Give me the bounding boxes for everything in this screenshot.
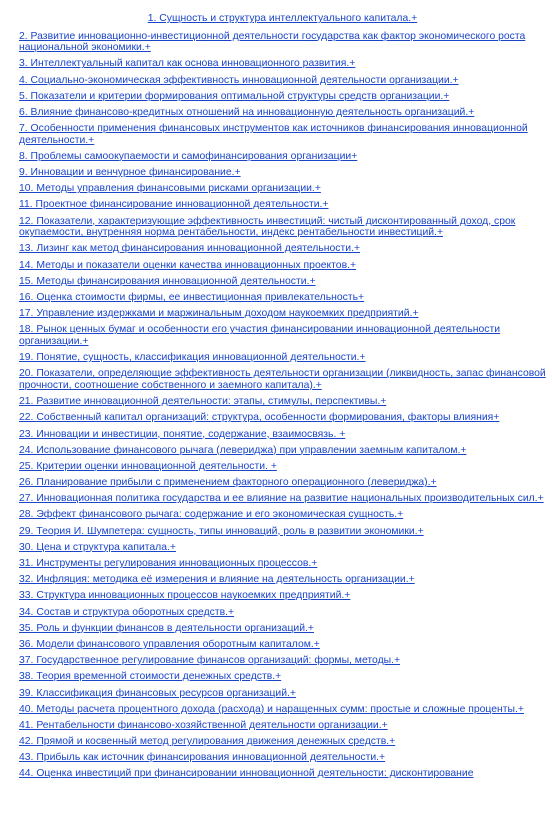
toc-link-16[interactable]: 16. Оценка стоимости фирмы, ее инвестиционная привлекательность+ (19, 292, 365, 303)
toc-link-25[interactable]: 25. Критерии оценки инновационной деятельности. + (19, 460, 277, 472)
toc-link-11[interactable]: 11. Проектное финансирование инновационной деятельности.+ (19, 199, 329, 211)
toc-link-19[interactable]: 19. Понятие, сущность, классификация инновационной деятельности.+ (19, 352, 366, 364)
toc-link-5[interactable]: 5. Показатели и критерии формирования оптимальной структуры средств организации.+ (19, 90, 450, 102)
toc-link-32[interactable]: 32. Инфляция: методика её измерения и влияние на деятельность организации.+ (19, 574, 415, 586)
toc-link-9[interactable]: 9. Инновации и венчурное финансирование.+ (19, 167, 241, 179)
toc-link-37[interactable]: 37. Государственное регулирование финансов организаций: формы, методы.+ (19, 655, 401, 667)
toc-link-21[interactable]: 21. Развитие инновационной деятельности: этапы, стимулы, перспективы.+ (19, 396, 387, 408)
toc-link-10[interactable]: 10. Методы управления финансовыми рисками организации.+ (19, 183, 321, 195)
toc-link-30[interactable]: 30. Цена и структура капитала.+ (19, 541, 176, 553)
toc-link-13[interactable]: 13. Лизинг как метод финансирования инновационной деятельности.+ (19, 243, 361, 255)
toc-link-41[interactable]: 41. Рентабельности финансово-хозяйственной деятельности организации.+ (19, 719, 388, 731)
toc-link-23[interactable]: 23. Инновации и инвестиции, понятие, содержание, взаимосвязь. + (19, 428, 346, 440)
toc-link-4[interactable]: 4. Социально-экономическая эффективность инновационной деятельности организации.+ (19, 74, 459, 86)
toc-link-1[interactable]: 1. Сущность и структура интеллектуального капитала.+ (147, 13, 418, 24)
toc-link-34[interactable]: 34. Состав и структура оборотных средств.+ (19, 606, 235, 618)
toc-link-39[interactable]: 39. Классификация финансовых ресурсов организаций.+ (19, 687, 296, 699)
toc-link-14[interactable]: 14. Методы и показатели оценки качества инновационных проектов.+ (19, 259, 357, 271)
toc-link-40[interactable]: 40. Методы расчета процентного дохода (расхода) и наращенных сумм: простые и сложные проценты.+ (19, 703, 524, 715)
toc-link-27[interactable]: 27. Инновационная политика государства и ее влияние на развитие национальных производительных сил.+ (19, 493, 544, 505)
toc-link-36[interactable]: 36. Модели финансового управления оборотным капиталом.+ (19, 638, 320, 650)
toc-link-43[interactable]: 43. Прибыль как источник финансирования инновационной деятельности.+ (19, 752, 386, 764)
toc-link-12[interactable]: 12. Показатели, характеризующие эффективность инвестиций: чистый дисконтированный доход, срок окупаемости, внутренняя норма рентабельности, индекс рентабельности инвестиций.+ (19, 215, 516, 239)
toc-link-31[interactable]: 31. Инструменты регулирования инновационных процессов.+ (19, 558, 318, 569)
toc-link-2[interactable]: 2. Развитие инновационно-инвестиционной деятельности государства как фактор экономического роста национальной экономики.+ (19, 30, 526, 54)
toc-link-22[interactable]: 22. Собственный капитал организаций: структура, особенности формирования, факторы влияния+ (19, 412, 500, 424)
toc-link-44[interactable]: 44. Оценка инвестиций при финансировании инновационной деятельности: дисконтирование (19, 768, 474, 780)
toc-link-28[interactable]: 28. Эффект финансового рычага: содержание и его экономическая сущность.+ (19, 509, 404, 521)
toc-link-24[interactable]: 24. Использование финансового рычага (левериджа) при управлении заемным капиталом.+ (19, 444, 467, 456)
toc-link-38[interactable]: 38. Теория временной стоимости денежных средств.+ (19, 671, 282, 683)
toc-link-18[interactable]: 18. Рынок ценных бумаг и особенности его участия финансировании инновационной деятельности организации.+ (19, 324, 501, 347)
toc-link-20[interactable]: 20. Показатели, определяющие эффективность деятельности организации (ликвидность, запас финансовой прочности, соотношение собственного и заемного капитала).+ (19, 368, 546, 391)
toc-link-42[interactable]: 42. Прямой и косвенный метод регулирования движения денежных средств.+ (19, 736, 396, 748)
table-of-contents (19, 13, 546, 785)
toc-link-17[interactable]: 17. Управление издержками и маржинальным доходом наукоемких предприятий.+ (19, 308, 419, 320)
toc-link-6[interactable]: 6. Влияние финансово-кредитных отношений на инновационную деятельность организаций.+ (19, 106, 475, 118)
toc-link-3[interactable]: 3. Интеллектуальный капитал как основа инновационного развития.+ (19, 58, 356, 70)
toc-link-15[interactable]: 15. Методы финансирования инновационной деятельности.+ (19, 275, 316, 287)
toc-link-35[interactable]: 35. Роль и функции финансов в деятельности организаций.+ (19, 622, 314, 634)
toc-link-29[interactable]: 29. Теория И. Шумпетера: сущность, типы инноваций, роль в развитии экономики.+ (19, 525, 424, 537)
toc-link-7[interactable]: 7. Особенности применения финансовых инструментов как источников финансирования инновационной деятельности.+ (19, 123, 528, 146)
toc-link-8[interactable]: 8. Проблемы самоокупаемости и самофинансирования организации+ (19, 150, 358, 162)
toc-link-26[interactable]: 26. Планирование прибыли с применением факторного операционного (левериджа).+ (19, 477, 437, 489)
toc-link-33[interactable]: 33. Структура инновационных процессов наукоемких предприятий.+ (19, 590, 351, 602)
